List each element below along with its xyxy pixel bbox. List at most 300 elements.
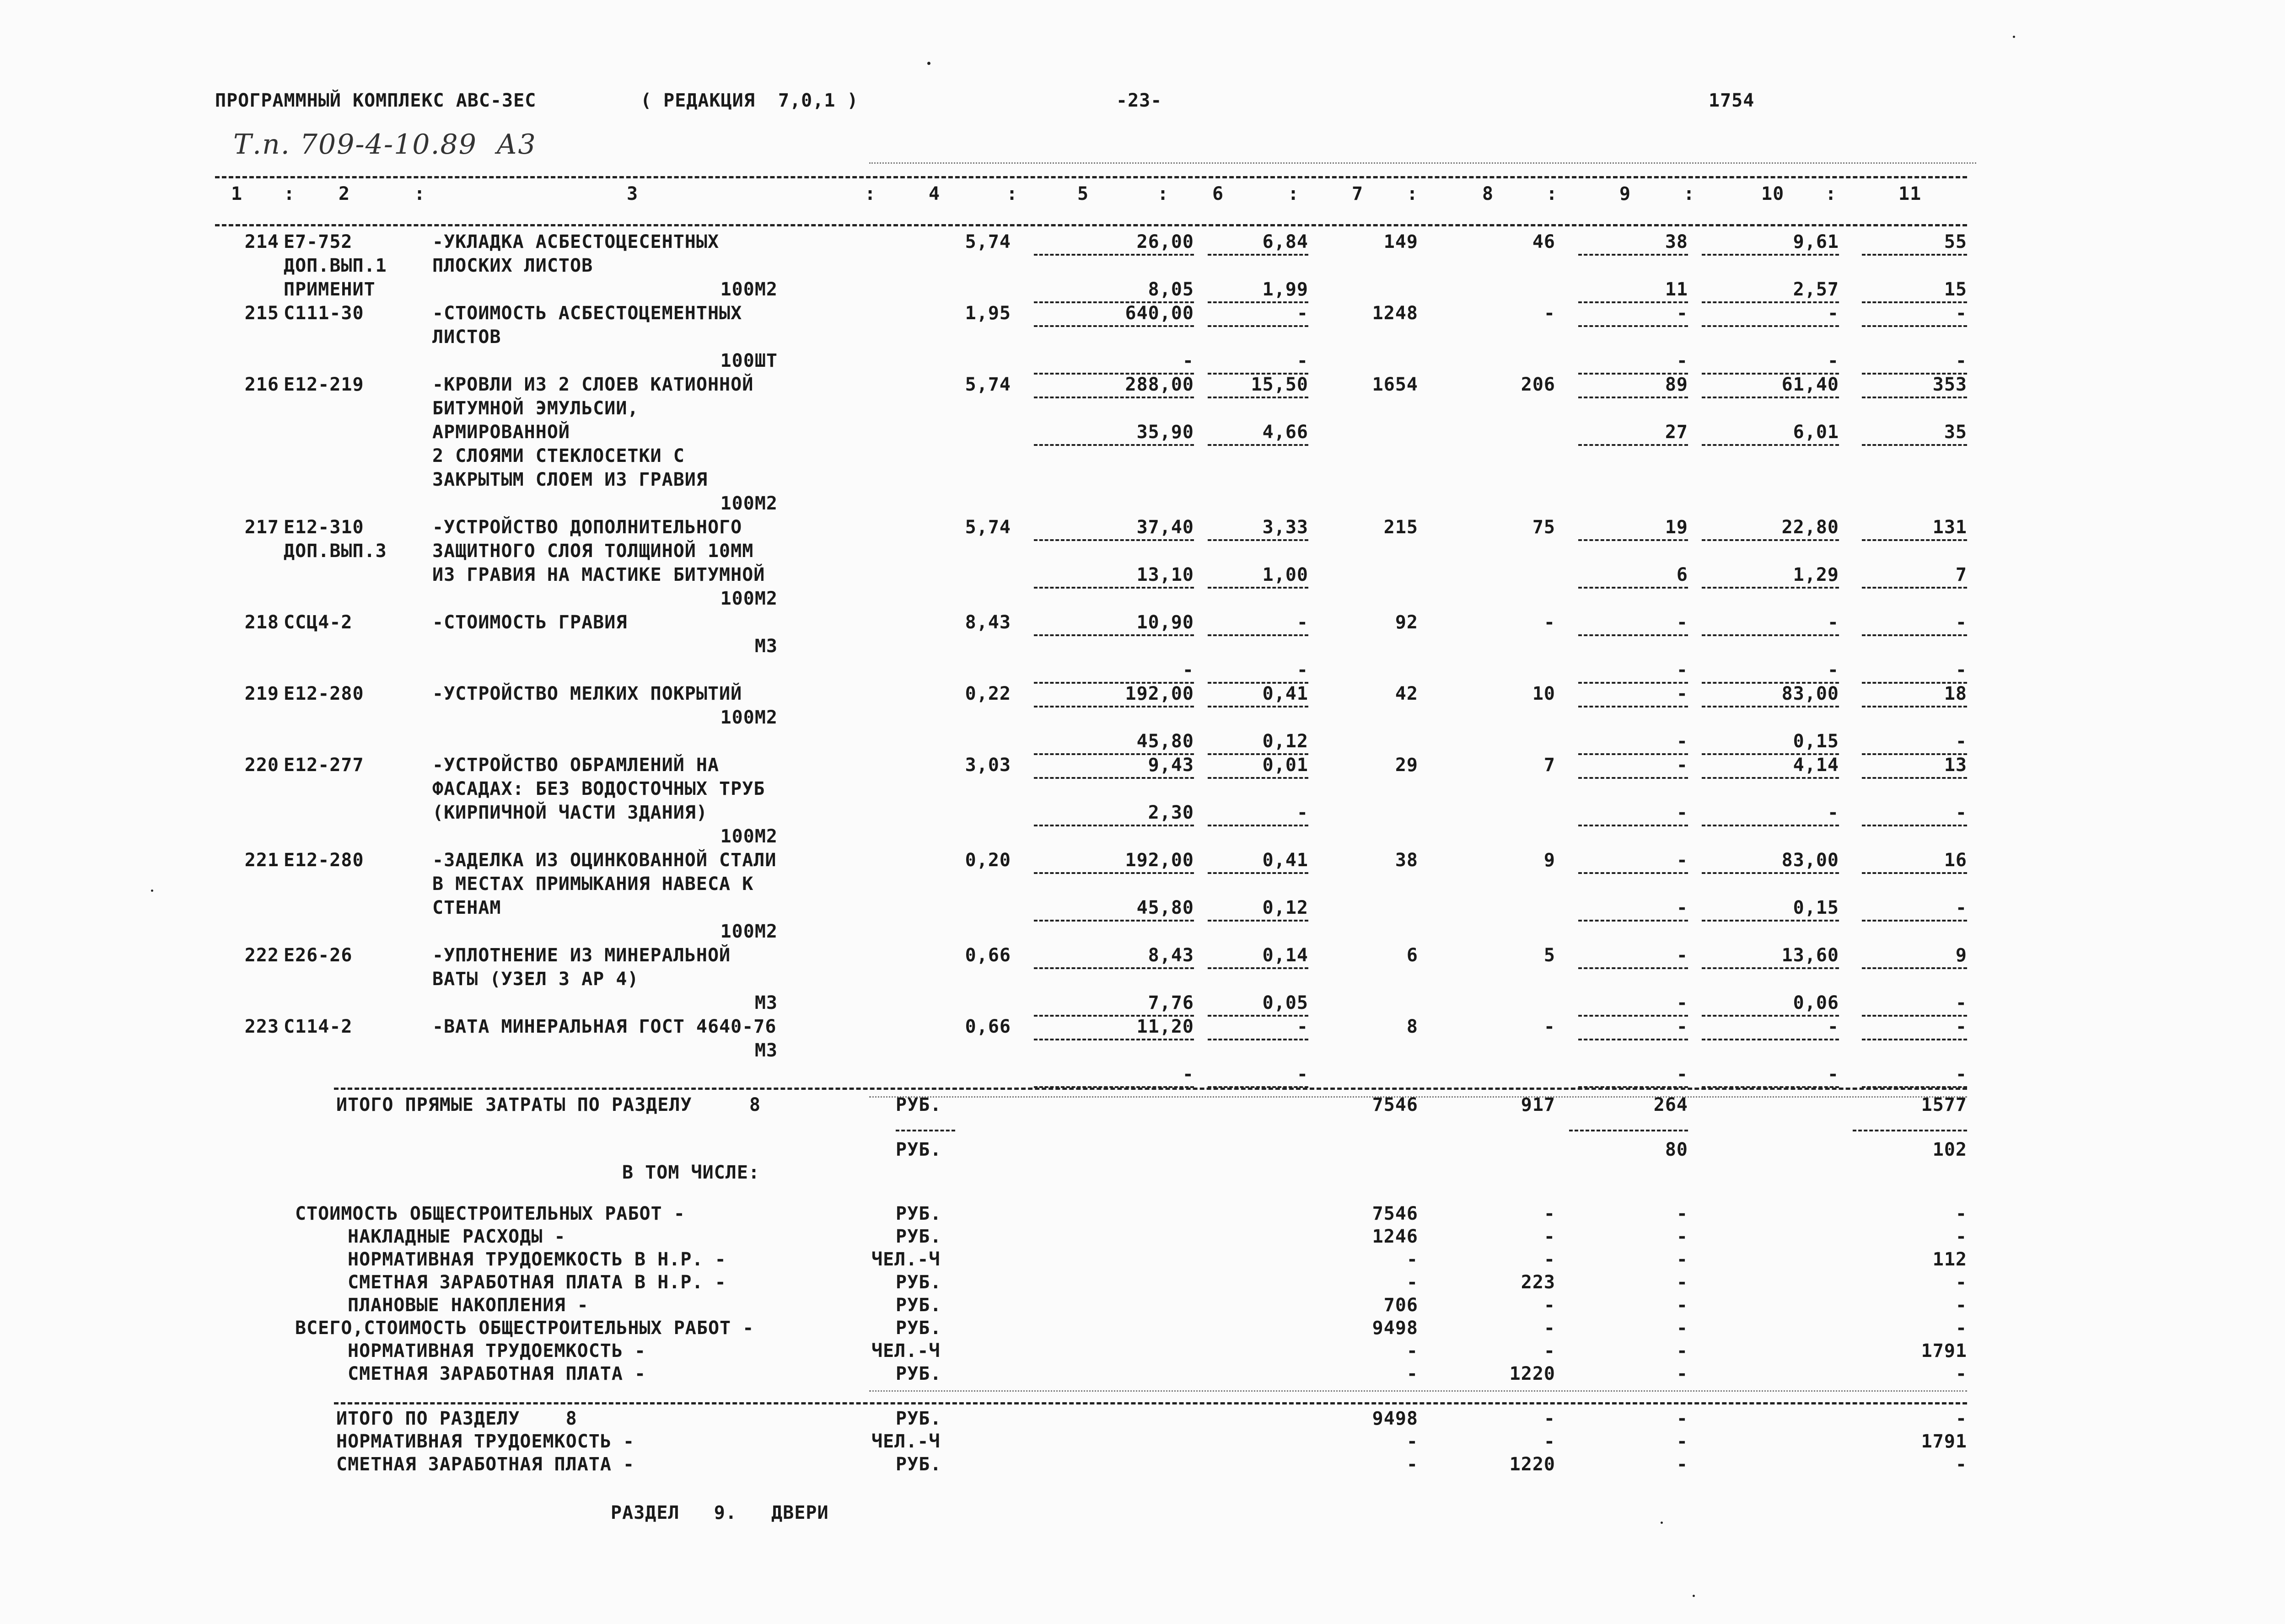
cell-col7: 215	[1383, 517, 1418, 538]
section-total-col9: -	[1676, 1431, 1688, 1452]
cell-col9: -	[1676, 802, 1688, 823]
cell-col2: Е26-26	[284, 945, 353, 966]
column-header-11: 11	[1898, 183, 1922, 204]
summary-col7: -	[1406, 1249, 1418, 1270]
summary-unit: ЧЕЛ.-Ч	[871, 1340, 941, 1361]
value-underline	[1208, 539, 1308, 541]
cell-col4: 5,74	[965, 231, 1011, 252]
cell-col11: -	[1955, 897, 1967, 918]
column-separator: :	[1288, 183, 1300, 204]
value-underline	[1578, 920, 1688, 922]
value-underline	[1208, 254, 1308, 256]
cell-col9: 11	[1665, 279, 1688, 300]
cell-col7: 29	[1395, 755, 1418, 776]
cell-col2: С111-30	[284, 303, 364, 324]
cell-col10: 4,14	[1793, 755, 1839, 776]
cell-col5: 37,40	[1136, 517, 1194, 538]
cell-col7: 42	[1395, 683, 1418, 704]
value-underline	[1862, 777, 1967, 779]
cell-col9: -	[1676, 945, 1688, 966]
column-separator: :	[1683, 183, 1695, 204]
value-underline	[1208, 325, 1308, 327]
column-separator: :	[1006, 183, 1018, 204]
cell-col3: -УКЛАДКА АСБЕСТОЦЕСЕНТНЫХ	[432, 231, 720, 252]
cell-col10: 6,01	[1793, 422, 1839, 443]
column-separator: :	[1825, 183, 1837, 204]
cell-col7: 92	[1395, 612, 1418, 633]
column-header-5: 5	[1077, 183, 1089, 204]
cell-col2: Е12-310	[284, 517, 364, 538]
summary-col7: -	[1406, 1340, 1418, 1361]
direct-costs-col11-labor: 102	[1932, 1139, 1967, 1160]
value-underline	[1034, 634, 1194, 636]
column-header-rule	[215, 224, 1967, 226]
direct-costs-rule-unit	[896, 1130, 955, 1131]
unit-of-measure: 100М2	[720, 921, 778, 942]
value-underline	[1208, 967, 1308, 969]
direct-costs-unit-2: РУБ.	[896, 1139, 942, 1160]
cell-col3: -УСТРОЙСТВО ДОПОЛНИТЕЛЬНОГО	[432, 517, 742, 538]
summary-col8: -	[1543, 1249, 1555, 1270]
cell-col3: ПЛОСКИХ ЛИСТОВ	[432, 255, 593, 276]
cell-col7: 1248	[1372, 303, 1418, 324]
cell-col8: 7	[1543, 755, 1555, 776]
column-separator: :	[414, 183, 426, 204]
direct-costs-col8: 917	[1521, 1094, 1555, 1115]
cell-col9: -	[1676, 683, 1688, 704]
cell-col3: -СТОИМОСТЬ АСБЕСТОЦЕМЕНТНЫХ	[432, 303, 742, 324]
cell-col5: 8,05	[1148, 279, 1194, 300]
cell-col5: 288,00	[1125, 374, 1194, 395]
value-underline	[1208, 920, 1308, 922]
cell-col6: 15,50	[1251, 374, 1308, 395]
cell-col5: -	[1182, 350, 1194, 371]
summary-col11: 1791	[1921, 1340, 1967, 1361]
summary-col9: -	[1676, 1249, 1688, 1270]
cell-col5: 192,00	[1125, 850, 1194, 871]
cell-col1: 218	[244, 612, 279, 633]
cell-col7: 38	[1395, 850, 1418, 871]
summary-col9: -	[1676, 1295, 1688, 1316]
cell-col6: 0,12	[1262, 731, 1308, 752]
column-header-3: 3	[627, 183, 639, 204]
cell-col3: В МЕСТАХ ПРИМЫКАНИЯ НАВЕСА К	[432, 874, 754, 895]
summary-col7: 7546	[1372, 1203, 1418, 1224]
document-code: 1754	[1709, 90, 1755, 111]
cell-col2: ПРИМЕНИТ	[284, 279, 376, 300]
cell-col6: -	[1296, 612, 1308, 633]
cell-col4: 1,95	[965, 303, 1011, 324]
value-underline	[1862, 706, 1967, 707]
section-total-col8: -	[1543, 1431, 1555, 1452]
value-underline	[1862, 254, 1967, 256]
value-underline	[1208, 872, 1308, 874]
cell-col5: 8,43	[1148, 945, 1194, 966]
summary-col7: -	[1406, 1272, 1418, 1293]
value-underline	[1034, 825, 1194, 826]
column-separator: :	[1157, 183, 1169, 204]
value-underline	[1034, 777, 1194, 779]
unit-of-measure: М3	[754, 1040, 778, 1061]
cell-col2: Е12-280	[284, 850, 364, 871]
summary-unit: РУБ.	[896, 1203, 942, 1224]
cell-col4: 0,66	[965, 945, 1011, 966]
cell-col11: 16	[1944, 850, 1967, 871]
summary-col9: -	[1676, 1318, 1688, 1339]
cell-col11: -	[1955, 303, 1967, 324]
section-total-unit: ЧЕЛ.-Ч	[871, 1431, 941, 1452]
page-number: -23-	[1116, 90, 1162, 111]
cell-col11: 35	[1944, 422, 1967, 443]
summary-unit: РУБ.	[896, 1295, 942, 1316]
direct-costs-rule-col9	[1569, 1130, 1688, 1131]
cell-col3: ФАСАДАХ: БЕЗ ВОДОСТОЧНЫХ ТРУБ	[432, 778, 765, 799]
value-underline	[1862, 967, 1967, 969]
column-header-7: 7	[1352, 183, 1364, 204]
cell-col6: -	[1296, 1064, 1308, 1085]
cell-col2: Е12-280	[284, 683, 364, 704]
value-underline	[1034, 872, 1194, 874]
cell-col9: -	[1676, 612, 1688, 633]
cell-col5: 45,80	[1136, 897, 1194, 918]
cell-col1: 219	[244, 683, 279, 704]
direct-costs-rule-col11	[1853, 1130, 1967, 1131]
cell-col6: -	[1296, 303, 1308, 324]
value-underline	[1578, 777, 1688, 779]
direct-costs-col9: 264	[1653, 1094, 1688, 1115]
cell-col8: 10	[1532, 683, 1555, 704]
cell-col11: 131	[1932, 517, 1967, 538]
section-total-unit: РУБ.	[896, 1408, 942, 1429]
cell-col6: -	[1296, 659, 1308, 681]
column-separator: :	[865, 183, 876, 204]
cell-col3: ЗАЩИТНОГО СЛОЯ ТОЛЩИНОЙ 10ММ	[432, 541, 754, 562]
cell-col3: -ЗАДЕЛКА ИЗ ОЦИНКОВАННОЙ СТАЛИ	[432, 850, 777, 871]
cell-col11: -	[1955, 612, 1967, 633]
cell-col11: -	[1955, 802, 1967, 823]
summary-col9: -	[1676, 1363, 1688, 1384]
cell-col5: 2,30	[1148, 802, 1194, 823]
section-total-col9: -	[1676, 1408, 1688, 1429]
cell-col10: 0,15	[1793, 897, 1839, 918]
scan-speck	[2013, 36, 2015, 38]
direct-costs-label: ИТОГО ПРЯМЫЕ ЗАТРАТЫ ПО РАЗДЕЛУ 8	[336, 1094, 761, 1115]
cell-col10: 1,29	[1793, 564, 1839, 585]
cell-col3: 2 СЛОЯМИ СТЕКЛОСЕТКИ С	[432, 445, 685, 466]
cell-col5: 35,90	[1136, 422, 1194, 443]
value-underline	[1702, 254, 1839, 256]
cell-col9: -	[1676, 1064, 1688, 1085]
value-underline	[1862, 825, 1967, 826]
cell-col6: -	[1296, 350, 1308, 371]
cell-col1: 216	[244, 374, 279, 395]
cell-col8: 5	[1543, 945, 1555, 966]
direct-costs-col7: 7546	[1372, 1094, 1418, 1115]
cell-col8: 46	[1532, 231, 1555, 252]
value-underline	[1578, 1039, 1688, 1040]
value-underline	[1208, 777, 1308, 779]
cell-col3: ВАТЫ (УЗЕЛ 3 АР 4)	[432, 969, 639, 990]
column-header-4: 4	[929, 183, 941, 204]
summary-unit: РУБ.	[896, 1363, 942, 1384]
unit-of-measure: 100М2	[720, 279, 778, 300]
cell-col3: -СТОИМОСТЬ ГРАВИЯ	[432, 612, 628, 633]
summary-col7: -	[1406, 1363, 1418, 1384]
summary-col8: -	[1543, 1203, 1555, 1224]
value-underline	[1578, 397, 1688, 398]
cell-col3: АРМИРОВАННОЙ	[432, 422, 570, 443]
cell-col1: 217	[244, 517, 279, 538]
cell-col2: Е12-277	[284, 755, 364, 776]
value-underline	[1208, 634, 1308, 636]
cell-col9: 19	[1665, 517, 1688, 538]
cell-col11: -	[1955, 350, 1967, 371]
unit-of-measure: М3	[754, 992, 778, 1013]
cell-col5: 192,00	[1125, 683, 1194, 704]
summary-col9: -	[1676, 1272, 1688, 1293]
value-underline	[1702, 967, 1839, 969]
column-separator: :	[1407, 183, 1419, 204]
cell-col6: 1,99	[1262, 279, 1308, 300]
value-underline	[1034, 397, 1194, 398]
cell-col2: ДОП.ВЫП.1	[284, 255, 387, 276]
value-underline	[1862, 444, 1967, 446]
value-underline	[1702, 444, 1839, 446]
cell-col11: 353	[1932, 374, 1967, 395]
cell-col9: -	[1676, 350, 1688, 371]
value-underline	[1862, 397, 1967, 398]
cell-col11: 55	[1944, 231, 1967, 252]
cell-col11: 18	[1944, 683, 1967, 704]
value-underline	[1862, 587, 1967, 589]
summary-col7: 1246	[1372, 1226, 1418, 1247]
value-underline	[1578, 539, 1688, 541]
cell-col6: 1,00	[1262, 564, 1308, 585]
section-total-col11: 1791	[1921, 1431, 1967, 1452]
column-header-9: 9	[1619, 183, 1631, 204]
value-underline	[1702, 539, 1839, 541]
scan-speck	[1661, 1522, 1663, 1524]
value-underline	[1862, 1039, 1967, 1040]
cell-col5: -	[1182, 1064, 1194, 1085]
value-underline	[1208, 706, 1308, 707]
summary-dotted-rule	[869, 1390, 1967, 1392]
cell-col10: -	[1827, 659, 1839, 681]
totals-top-rule	[334, 1088, 1967, 1090]
cell-col2: Е7-752	[284, 231, 353, 252]
section-total-label: НОРМАТИВНАЯ ТРУДОЕМКОСТЬ -	[336, 1431, 635, 1452]
value-underline	[1578, 444, 1688, 446]
value-underline	[1034, 1039, 1194, 1040]
cell-col9: -	[1676, 303, 1688, 324]
section-total-col9: -	[1676, 1454, 1688, 1475]
summary-col8: 223	[1521, 1272, 1555, 1293]
cell-col10: 22,80	[1781, 517, 1839, 538]
cell-col3: ЗАКРЫТЫМ СЛОЕМ ИЗ ГРАВИЯ	[432, 469, 708, 490]
summary-col9: -	[1676, 1203, 1688, 1224]
handwritten-reference: Т.п. 709-4-10.89 А3	[233, 129, 537, 161]
section-total-col7: -	[1406, 1431, 1418, 1452]
cell-col11: 7	[1955, 564, 1967, 585]
unit-of-measure: 100М2	[720, 493, 778, 514]
column-header-8: 8	[1482, 183, 1494, 204]
value-underline	[1034, 254, 1194, 256]
value-underline	[1578, 325, 1688, 327]
section-totals-rule	[334, 1402, 1967, 1404]
cell-col4: 5,74	[965, 374, 1011, 395]
cell-col1: 214	[244, 231, 279, 252]
unit-of-measure: 100ШТ	[720, 350, 778, 371]
value-underline	[1862, 325, 1967, 327]
value-underline	[1702, 1039, 1839, 1040]
cell-col4: 0,66	[965, 1016, 1011, 1037]
cell-col2: ССЦ4-2	[284, 612, 353, 633]
cell-col9: -	[1676, 992, 1688, 1013]
summary-col11: -	[1955, 1272, 1967, 1293]
summary-col11: -	[1955, 1226, 1967, 1247]
cell-col1: 223	[244, 1016, 279, 1037]
summary-unit: РУБ.	[896, 1318, 942, 1339]
cell-col2: С114-2	[284, 1016, 353, 1037]
including-label: В ТОМ ЧИСЛЕ:	[622, 1162, 760, 1183]
value-underline	[1034, 706, 1194, 707]
cell-col5: 13,10	[1136, 564, 1194, 585]
cell-col3: -УПЛОТНЕНИЕ ИЗ МИНЕРАЛЬНОЙ	[432, 945, 731, 966]
cell-col6: 3,33	[1262, 517, 1308, 538]
unit-of-measure: 100М2	[720, 707, 778, 728]
value-underline	[1034, 539, 1194, 541]
value-underline	[1034, 325, 1194, 327]
value-underline	[1578, 967, 1688, 969]
cell-col10: 2,57	[1793, 279, 1839, 300]
summary-col8: -	[1543, 1340, 1555, 1361]
column-header-6: 6	[1212, 183, 1224, 204]
cell-col9: -	[1676, 850, 1688, 871]
column-header-10: 10	[1761, 183, 1785, 204]
scan-speck	[927, 62, 930, 65]
value-underline	[1702, 825, 1839, 826]
cell-col3: -КРОВЛИ ИЗ 2 СЛОЕВ КАТИОННОЙ	[432, 374, 754, 395]
cell-col11: -	[1955, 1064, 1967, 1085]
cell-col8: 75	[1532, 517, 1555, 538]
cell-col10: 61,40	[1781, 374, 1839, 395]
cell-col1: 215	[244, 303, 279, 324]
unit-of-measure: М3	[754, 636, 778, 657]
summary-label: СТОИМОСТЬ ОБЩЕСТРОИТЕЛЬНЫХ РАБОТ -	[295, 1203, 685, 1224]
cell-col7: 8	[1406, 1016, 1418, 1037]
cell-col3: -ВАТА МИНЕРАЛЬНАЯ ГОСТ 4640-76	[432, 1016, 777, 1037]
summary-col11: -	[1955, 1203, 1967, 1224]
summary-label: СМЕТНАЯ ЗАРАБОТНАЯ ПЛАТА В Н.Р. -	[348, 1272, 726, 1293]
value-underline	[1034, 920, 1194, 922]
summary-col11: 112	[1932, 1249, 1967, 1270]
cell-col9: -	[1676, 897, 1688, 918]
value-underline	[1208, 1039, 1308, 1040]
value-underline	[1862, 539, 1967, 541]
value-underline	[1862, 872, 1967, 874]
cell-col5: 45,80	[1136, 731, 1194, 752]
section-total-col7: -	[1406, 1454, 1418, 1475]
summary-unit: ЧЕЛ.-Ч	[871, 1249, 941, 1270]
cell-col8: -	[1543, 1016, 1555, 1037]
value-underline	[1208, 587, 1308, 589]
cell-col4: 8,43	[965, 612, 1011, 633]
cell-col5: 640,00	[1125, 303, 1194, 324]
value-underline	[1208, 444, 1308, 446]
value-underline	[1702, 872, 1839, 874]
section-total-col11: -	[1955, 1408, 1967, 1429]
cell-col6: 0,41	[1262, 850, 1308, 871]
cell-col8: -	[1543, 303, 1555, 324]
value-underline	[1702, 587, 1839, 589]
cell-col11: -	[1955, 659, 1967, 681]
cell-col11: 9	[1955, 945, 1967, 966]
value-underline	[1034, 444, 1194, 446]
cell-col3: СТЕНАМ	[432, 897, 501, 918]
summary-label: НОРМАТИВНАЯ ТРУДОЕМКОСТЬ В Н.Р. -	[348, 1249, 726, 1270]
cell-col4: 0,22	[965, 683, 1011, 704]
cell-col6: 6,84	[1262, 231, 1308, 252]
cell-col10: -	[1827, 303, 1839, 324]
cell-col10: -	[1827, 1064, 1839, 1085]
cell-col5: 9,43	[1148, 755, 1194, 776]
cell-col1: 222	[244, 945, 279, 966]
value-underline	[1578, 254, 1688, 256]
cell-col10: -	[1827, 802, 1839, 823]
cell-col4: 5,74	[965, 517, 1011, 538]
value-underline	[1862, 920, 1967, 922]
scan-speck	[1693, 1595, 1695, 1597]
cell-col3: БИТУМНОЙ ЭМУЛЬСИИ,	[432, 398, 639, 419]
cell-col9: -	[1676, 731, 1688, 752]
summary-label: ВСЕГО,СТОИМОСТЬ ОБЩЕСТРОИТЕЛЬНЫХ РАБОТ -	[295, 1318, 754, 1339]
summary-label: ПЛАНОВЫЕ НАКОПЛЕНИЯ -	[348, 1295, 589, 1316]
cell-col6: 0,14	[1262, 945, 1308, 966]
section-total-col7: 9498	[1372, 1408, 1418, 1429]
cell-col3: -УСТРОЙСТВО ОБРАМЛЕНИЙ НА	[432, 755, 720, 776]
summary-unit: РУБ.	[896, 1272, 942, 1293]
cell-col6: -	[1296, 1016, 1308, 1037]
summary-unit: РУБ.	[896, 1226, 942, 1247]
cell-col6: 4,66	[1262, 422, 1308, 443]
section-total-col11: -	[1955, 1454, 1967, 1475]
cell-col5: 10,90	[1136, 612, 1194, 633]
cell-col10: 0,15	[1793, 731, 1839, 752]
cell-col5: 26,00	[1136, 231, 1194, 252]
summary-col11: -	[1955, 1295, 1967, 1316]
summary-col11: -	[1955, 1318, 1967, 1339]
cell-col10: 83,00	[1781, 683, 1839, 704]
value-underline	[1702, 777, 1839, 779]
cell-col6: -	[1296, 802, 1308, 823]
direct-costs-unit: РУБ.	[896, 1094, 942, 1115]
cell-col3: (КИРПИЧНОЙ ЧАСТИ ЗДАНИЯ)	[432, 802, 708, 823]
column-header-1: 1	[231, 183, 243, 204]
cell-col11: 15	[1944, 279, 1967, 300]
cell-col7: 149	[1383, 231, 1418, 252]
summary-col8: 1220	[1509, 1363, 1555, 1384]
cell-col1: 220	[244, 755, 279, 776]
cell-col10: 13,60	[1781, 945, 1839, 966]
summary-col11: -	[1955, 1363, 1967, 1384]
summary-col7: 9498	[1372, 1318, 1418, 1339]
summary-col9: -	[1676, 1340, 1688, 1361]
summary-col8: -	[1543, 1295, 1555, 1316]
value-underline	[1702, 634, 1839, 636]
cell-col3: ИЗ ГРАВИЯ НА МАСТИКЕ БИТУМНОЙ	[432, 564, 765, 585]
cell-col11: -	[1955, 731, 1967, 752]
cell-col4: 3,03	[965, 755, 1011, 776]
